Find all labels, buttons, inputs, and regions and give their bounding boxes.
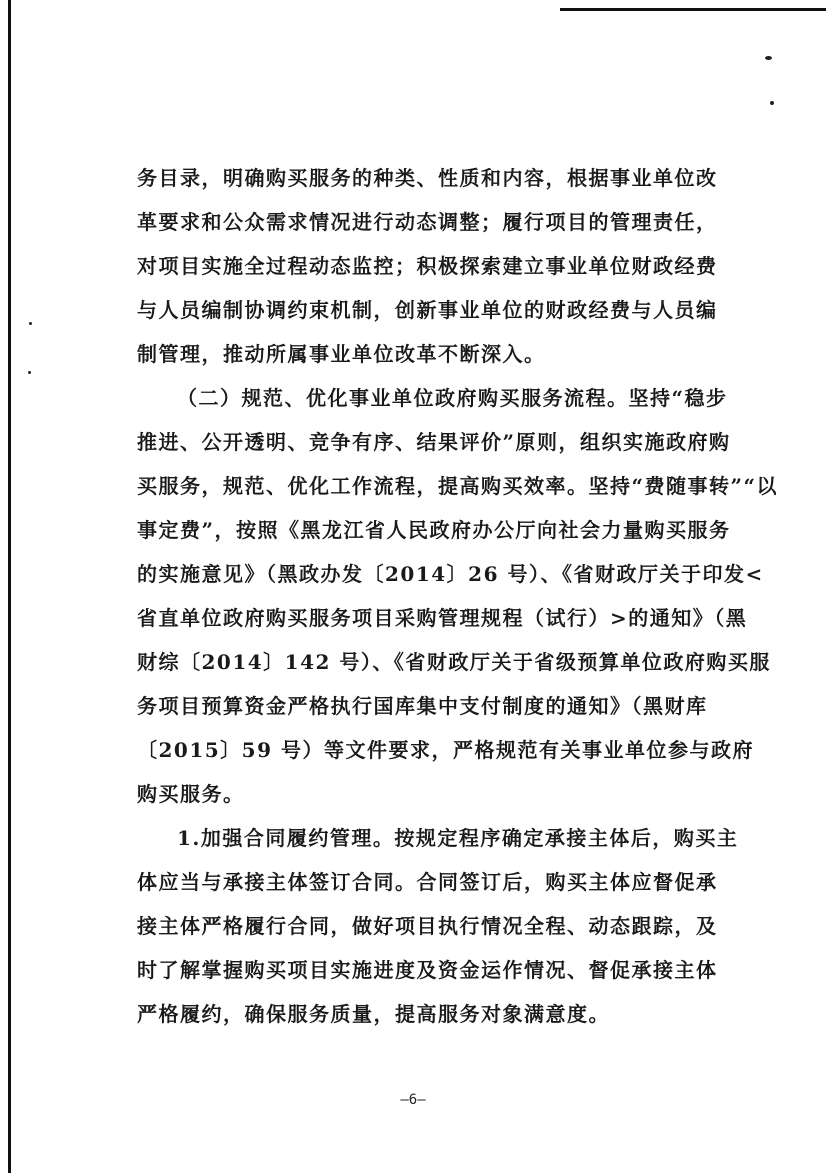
scan-speck [29, 322, 32, 325]
text-line: 推进、公开透明、竞争有序、结果评价”原则，组织实施政府购 [137, 430, 731, 454]
scan-border-top [560, 8, 826, 11]
text-line: 严格履约，确保服务质量，提高服务对象满意度。 [137, 1002, 610, 1026]
text-line: 务项目预算资金严格执行国库集中支付制度的通知》（黑财库 [137, 694, 708, 718]
text-line: 体应当与承接主体签订合同。合同签订后，购买主体应督促承 [137, 870, 718, 894]
text-line: 省直单位政府购买服务项目采购管理规程（试行）>的通知》（黑 [137, 606, 748, 630]
text-line: 购买服务。 [137, 782, 245, 806]
subsection-heading-line: 1.加强合同履约管理。按规定程序确定承接主体后，购买主 [177, 826, 739, 850]
text-line: 买服务，规范、优化工作流程，提高购买效率。坚持“费随事转”“以 [137, 474, 779, 498]
scan-speck [28, 371, 31, 374]
text-line: 事定费”，按照《黑龙江省人民政府办公厅向社会力量购买服务 [137, 518, 731, 542]
scan-speck [765, 56, 772, 60]
text-line: 的实施意见》（黑政办发〔2014〕26 号）、《省财政厅关于印发< [137, 562, 764, 586]
scan-speck [770, 101, 774, 105]
text-line: 与人员编制协调约束机制，创新事业单位的财政经费与人员编 [137, 298, 718, 322]
text-line: 〔2015〕59 号）等文件要求，严格规范有关事业单位参与政府 [137, 738, 754, 762]
page-number: —6— [400, 1092, 426, 1108]
text-line: 革要求和公众需求情况进行动态调整；履行项目的管理责任， [137, 210, 718, 234]
scan-border-left [8, 0, 11, 1173]
text-line: 对项目实施全过程动态监控；积极探索建立事业单位财政经费 [137, 254, 718, 278]
text-line: 制管理，推动所属事业单位改革不断深入。 [137, 342, 546, 366]
section-heading-line: （二）规范、优化事业单位政府购买服务流程。坚持“稳步 [177, 386, 728, 410]
text-line: 务目录，明确购买服务的种类、性质和内容，根据事业单位改 [137, 166, 718, 190]
text-line: 接主体严格履行合同，做好项目执行情况全程、动态跟踪，及 [137, 914, 718, 938]
document-body [137, 156, 779, 1036]
text-line: 时了解掌握购买项目实施进度及资金运作情况、督促承接主体 [137, 958, 718, 982]
text-line: 财综〔2014〕142 号）、《省财政厅关于省级预算单位政府购买服 [137, 650, 771, 674]
